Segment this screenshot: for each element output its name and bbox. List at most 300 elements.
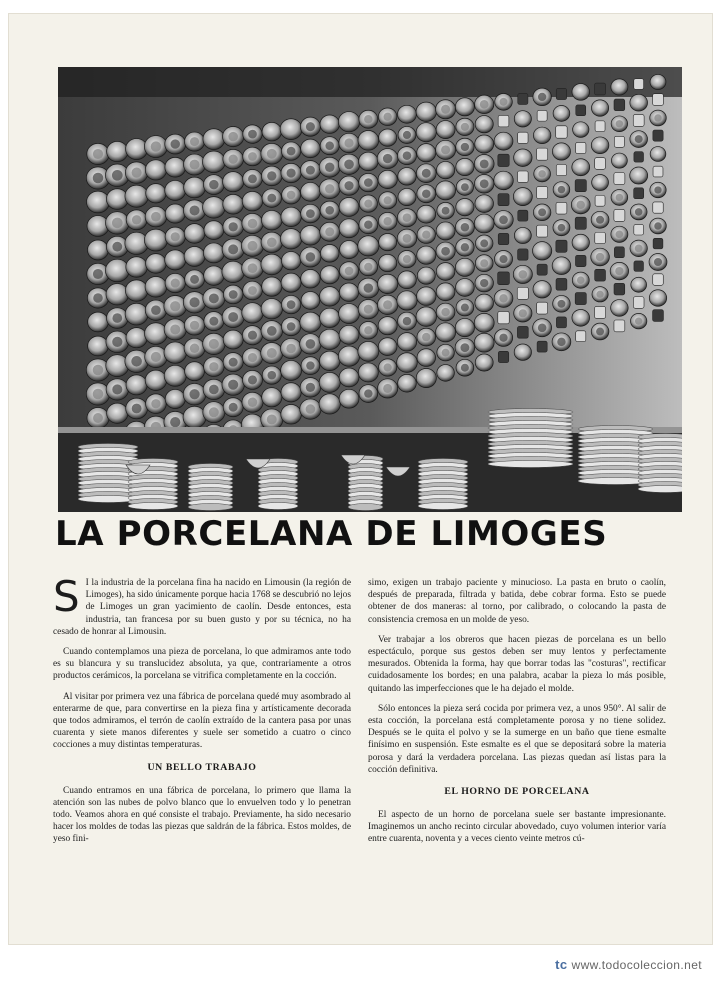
plate-mark — [281, 207, 301, 226]
plate-mark — [436, 161, 454, 178]
plate-mark — [572, 159, 590, 176]
plate-mark — [320, 244, 339, 262]
plate-mark — [319, 329, 340, 349]
cup-mark — [595, 306, 606, 318]
plate-decoration — [654, 258, 662, 266]
cup-mark — [575, 179, 586, 191]
cup-mark — [537, 264, 547, 275]
plate-mark — [281, 360, 302, 380]
plate-mark — [320, 115, 339, 133]
plate-mark — [377, 274, 397, 293]
plate-decoration — [248, 130, 257, 139]
plate-mark — [494, 171, 514, 190]
plate-decoration — [112, 170, 123, 181]
cup-mark — [556, 88, 566, 99]
plate-decoration — [383, 384, 392, 393]
cup-mark — [517, 287, 528, 299]
plate-decoration — [112, 384, 122, 394]
plate-decoration — [287, 147, 296, 156]
plate-decoration — [364, 200, 372, 208]
plate-decoration — [112, 313, 122, 323]
plate-mark — [630, 167, 648, 184]
plate-mark — [301, 292, 320, 310]
plate-mark — [320, 308, 340, 327]
plate-decoration — [209, 180, 218, 189]
plate-decoration — [93, 365, 104, 376]
cup-mark — [518, 93, 528, 104]
plate-mark — [416, 123, 436, 142]
plate-mark — [572, 309, 590, 326]
plate-decoration — [538, 93, 546, 101]
plate-decoration — [596, 291, 603, 298]
plate-decoration — [384, 363, 392, 371]
plate-mark — [378, 317, 397, 335]
plate-mark — [398, 168, 417, 186]
plate-decoration — [325, 141, 334, 150]
plate-decoration — [248, 331, 257, 340]
plate-decoration — [151, 305, 161, 315]
plate-mark — [573, 122, 589, 138]
plate-decoration — [306, 383, 315, 392]
plate-mark — [242, 303, 263, 323]
plate-decoration — [267, 194, 276, 203]
plate-decoration — [325, 184, 334, 193]
plate-mark — [513, 188, 532, 206]
plate-mark — [300, 182, 320, 201]
plate-mark — [359, 152, 379, 171]
plate-decoration — [267, 149, 277, 159]
plate-decoration — [132, 168, 142, 178]
plate-mark — [301, 139, 321, 158]
plate-decoration — [558, 186, 566, 194]
plate-decoration — [383, 154, 392, 163]
cup-mark — [518, 171, 529, 182]
plate-mark — [146, 254, 167, 274]
plate-mark — [398, 188, 416, 205]
plate-decoration — [364, 305, 373, 314]
plate-decoration — [190, 321, 199, 330]
right-column — [368, 577, 666, 854]
plate-mark — [474, 214, 494, 233]
plate-stack-mark — [488, 461, 573, 468]
plate-mark — [184, 246, 205, 266]
plate-decoration — [383, 300, 392, 309]
cup-mark — [576, 331, 586, 342]
plate-mark — [456, 279, 475, 297]
plate-decoration — [287, 191, 296, 200]
plate-mark — [514, 227, 531, 243]
plate-mark — [145, 160, 166, 180]
plate-decoration — [151, 212, 161, 222]
plate-decoration — [132, 215, 141, 224]
plate-mark — [145, 277, 167, 298]
plate-decoration — [461, 223, 470, 232]
plate-mark — [358, 236, 379, 256]
plate-mark — [611, 153, 627, 168]
plate-decoration — [170, 301, 180, 311]
cup-mark — [556, 317, 566, 328]
plate-mark — [339, 304, 360, 324]
cup-mark — [634, 261, 644, 271]
plate-decoration — [480, 279, 488, 287]
plate-decoration — [441, 308, 449, 316]
plate-mark — [572, 234, 589, 251]
watermark-url[interactable]: www.todocoleccion.net — [571, 957, 702, 972]
plate-decoration — [442, 349, 450, 357]
plate-mark — [475, 354, 493, 371]
plate-decoration — [151, 399, 160, 408]
plate-mark — [339, 368, 359, 387]
plate-mark — [281, 273, 301, 292]
plate-decoration — [596, 253, 604, 261]
plate-mark — [87, 191, 110, 213]
plate-decoration — [189, 389, 199, 399]
left-paragraph-3: Al visitar por primera vez una fábrica de porcelana quedé muy asombrado al enterarme de que, para convertirse en la pieza fina y artísticamente decorada que todos admiramos, el terrón de caolín extraído de la cantera pasa por unas cuarenta y siete manos diferentes y suele ser sometido a cuatro o cinco cocciones a muy distintas temperaturas. — [53, 691, 351, 751]
plate-decoration — [306, 166, 315, 175]
plate-decoration — [209, 407, 219, 417]
plate-mark — [261, 299, 282, 319]
plate-mark — [204, 266, 224, 285]
plate-decoration — [248, 375, 257, 384]
plate-mark — [125, 303, 148, 325]
cup-mark — [576, 142, 586, 153]
plate-decoration — [364, 326, 372, 334]
plate-decoration — [461, 243, 469, 251]
plate-decoration — [306, 122, 315, 131]
drop-cap: S — [53, 572, 80, 621]
plate-mark — [164, 342, 187, 363]
plate-decoration — [403, 213, 412, 222]
plate-mark — [339, 389, 359, 408]
plate-decoration — [403, 234, 412, 243]
plate-mark — [533, 281, 551, 298]
plate-mark — [475, 294, 494, 312]
right-paragraph-3: Sólo entonces la pieza será cocida por primera vez, a unos 950°. Al salir de esta cocción, la porcelana está completamente porosa y no tiene solidez. Después se le quita el polvo y se la sumerge en un baño que tiene esmalte finísimo en suspensión. Este esmalte es el que se depositará sobre la materia porosa y dará la verdadera porcelana. Las piezas quedan así listas para la cocción definitiva. — [368, 703, 666, 775]
plate-mark — [223, 172, 244, 192]
cup-mark — [634, 152, 644, 162]
plate-mark — [300, 225, 321, 245]
plate-mark — [378, 338, 397, 356]
plate-mark — [184, 224, 205, 244]
plate-decoration — [499, 255, 507, 263]
plate-decoration — [403, 151, 412, 160]
plate-mark — [631, 277, 647, 292]
cup-mark — [595, 269, 606, 281]
plate-decoration — [171, 139, 180, 148]
plate-decoration — [190, 137, 199, 146]
plate-mark — [339, 283, 358, 301]
plate-decoration — [616, 230, 624, 238]
plate-decoration — [616, 120, 623, 127]
plate-mark — [87, 240, 108, 260]
plate-decoration — [654, 186, 661, 193]
plate-mark — [611, 79, 628, 95]
plate-decoration — [112, 337, 122, 347]
cup-mark — [498, 311, 509, 323]
plate-mark — [165, 157, 186, 177]
cup-mark — [614, 247, 624, 258]
plate-decoration — [248, 353, 257, 362]
plate-decoration — [596, 216, 604, 224]
cup-mark — [537, 225, 548, 237]
photo-illustration — [58, 67, 682, 512]
plate-decoration — [248, 219, 258, 229]
plate-mark — [475, 195, 494, 213]
cup-mark — [517, 326, 528, 338]
cup-mark — [634, 188, 644, 199]
plate-mark — [126, 328, 147, 348]
plate-decoration — [325, 163, 334, 172]
plate-decoration — [151, 352, 161, 362]
plate-decoration — [248, 398, 257, 407]
plate-decoration — [403, 255, 411, 263]
plate-decoration — [635, 244, 643, 252]
plate-decoration — [228, 132, 238, 142]
plate-decoration — [480, 259, 488, 267]
cup-mark — [537, 187, 548, 199]
plate-mark — [417, 349, 436, 367]
plate-decoration — [461, 183, 469, 191]
watermark[interactable] — [555, 957, 702, 972]
plate-mark — [649, 290, 666, 307]
plate-mark — [88, 312, 109, 332]
plate-mark — [630, 94, 648, 111]
plate-mark — [514, 149, 532, 167]
plate-decoration — [364, 389, 372, 397]
cup-mark — [595, 232, 606, 243]
cup-mark — [498, 194, 509, 206]
cup-mark — [537, 341, 547, 352]
plate-mark — [417, 287, 437, 306]
plate-decoration — [93, 389, 104, 400]
plate-mark — [650, 147, 666, 162]
plate-mark — [358, 363, 378, 382]
cup-mark — [575, 293, 586, 305]
right-paragraph-2: Ver trabajar a los obreros que hacen piezas de porcelana es un bello espectáculo, porque sus gestos deben ser muy lentos y perfectamente mesurados. Obtenida la forma, hay que borrar todas las "costuras", rectificar cuidadosamente los bordes; en una palabra, acabar la pieza lo más posible, quitando las imperfecciones que le ha dejado el molde. — [368, 634, 666, 694]
plate-decoration — [189, 297, 199, 307]
plate-mark — [379, 254, 397, 271]
plate-mark — [379, 129, 397, 146]
plate-decoration — [131, 356, 142, 367]
plate-mark — [552, 143, 570, 160]
plate-mark — [398, 271, 417, 289]
plate-decoration — [383, 217, 391, 225]
plate-decoration — [267, 371, 276, 380]
plate-decoration — [93, 269, 103, 279]
cup-mark — [595, 195, 605, 206]
plate-decoration — [635, 135, 643, 143]
plate-decoration — [132, 404, 142, 414]
plate-mark — [165, 250, 186, 270]
plate-decoration — [112, 242, 122, 252]
plate-mark — [397, 291, 417, 310]
plate-decoration — [635, 317, 642, 324]
plate-decoration — [306, 209, 315, 218]
plate-mark — [358, 341, 379, 361]
plate-mark — [106, 284, 129, 305]
plate-decoration — [325, 206, 334, 215]
plate-decoration — [364, 178, 373, 187]
plate-mark — [146, 184, 166, 203]
plate-decoration — [441, 145, 450, 154]
plate-decoration — [93, 149, 103, 159]
plate-mark — [280, 229, 301, 249]
plate-mark — [339, 219, 359, 238]
plate-mark — [514, 111, 531, 127]
plate-mark — [494, 132, 513, 150]
plate-decoration — [306, 339, 316, 349]
plate-decoration — [248, 263, 258, 273]
plate-mark — [145, 323, 168, 345]
plate-decoration — [499, 215, 508, 224]
plate-mark — [203, 129, 225, 150]
plate-decoration — [441, 105, 450, 114]
plate-mark — [417, 267, 435, 284]
plate-decoration — [654, 222, 661, 229]
subhead-bello-trabajo: UN BELLO TRABAJO — [147, 761, 257, 773]
plate-decoration — [248, 286, 257, 295]
plate-decoration — [499, 294, 507, 302]
plate-decoration — [190, 344, 199, 353]
plate-mark — [319, 287, 340, 306]
plate-mark — [650, 74, 666, 89]
plate-mark — [456, 158, 474, 175]
plate-mark — [553, 106, 570, 122]
plate-mark — [437, 365, 455, 382]
plate-decoration — [364, 263, 372, 271]
plate-decoration — [151, 141, 161, 151]
cup-mark — [653, 310, 664, 322]
plate-stack-mark — [258, 503, 298, 510]
plate-decoration — [616, 194, 624, 202]
plate-mark — [397, 333, 416, 351]
plate-decoration — [422, 189, 431, 198]
article-headline: LA PORCELANA DE LIMOGES — [55, 514, 608, 554]
plate-decoration — [422, 333, 430, 341]
left-paragraph-1 — [53, 572, 351, 638]
cup-mark — [633, 115, 644, 127]
plate-decoration — [228, 380, 238, 390]
plate-decoration — [267, 326, 277, 336]
plate-mark — [436, 323, 456, 342]
cup-mark — [556, 202, 567, 214]
plate-mark — [105, 259, 129, 282]
plate-mark — [281, 404, 302, 424]
cup-mark — [575, 217, 586, 229]
plate-decoration — [229, 222, 238, 231]
plate-mark — [358, 130, 379, 150]
plate-decoration — [480, 239, 488, 247]
plate-decoration — [170, 324, 180, 334]
subhead-horno: EL HORNO DE PORCELANA — [444, 786, 590, 798]
plate-decoration — [499, 334, 507, 342]
plate-decoration — [364, 221, 373, 230]
plate-stack-mark — [418, 503, 468, 510]
plate-decoration — [267, 238, 277, 248]
cup-mark — [614, 173, 625, 185]
plate-mark — [416, 368, 436, 387]
plate-decoration — [306, 252, 315, 261]
plate-decoration — [267, 414, 277, 424]
right-paragraph-4: El aspecto de un horno de porcelana suele ser bastante impresionante. Imaginemos un ancho recinto circular abovedado, cuyo volumen interior varía entre cuarenta, noventa y a veces ciento veinte metros cú- — [368, 810, 666, 845]
plate-decoration — [247, 241, 257, 251]
plate-mark — [125, 185, 148, 207]
plate-decoration — [442, 207, 450, 215]
plate-decoration — [209, 362, 218, 371]
left-column — [53, 572, 351, 854]
plate-decoration — [654, 114, 661, 121]
plate-mark — [165, 204, 185, 223]
cup-mark — [653, 274, 664, 285]
plate-decoration — [190, 205, 200, 215]
plate-mark — [88, 336, 109, 356]
plate-mark — [280, 119, 302, 140]
cup-mark — [518, 132, 528, 143]
plate-decoration — [480, 179, 489, 188]
left-paragraph-2: Cuando contemplamos una pieza de porcelana, lo que admiramos ante todo es su blancura y su translucidez absoluta, ya que, contrariamente a otros productos cerámicos, la porcelana se vitrifica completamente en la cocción. — [53, 647, 351, 682]
plate-mark — [319, 394, 340, 414]
plate-decoration — [287, 322, 296, 331]
plate-mark — [436, 222, 455, 240]
plate-decoration — [228, 312, 238, 322]
plate-mark — [591, 137, 609, 154]
plate-mark — [145, 370, 166, 390]
plate-mark — [455, 318, 474, 336]
plate-decoration — [209, 339, 219, 349]
plate-mark — [106, 189, 128, 210]
plate-decoration — [112, 218, 123, 229]
plate-mark — [262, 122, 282, 141]
cup-mark — [498, 154, 509, 166]
cup-mark — [556, 165, 566, 176]
plate-mark — [281, 383, 301, 402]
plate-decoration — [422, 169, 431, 178]
plate-decoration — [460, 343, 469, 352]
cup-mark — [498, 272, 510, 285]
plate-decoration — [557, 300, 565, 308]
plate-mark — [338, 346, 359, 366]
plate-mark — [436, 283, 455, 301]
cup-mark — [518, 249, 528, 260]
plate-decoration — [171, 279, 180, 288]
plate-mark — [339, 198, 359, 217]
plate-mark — [320, 266, 339, 284]
plate-mark — [436, 121, 455, 139]
plate-decoration — [229, 155, 238, 164]
plate-mark — [436, 263, 455, 281]
plate-mark — [204, 221, 224, 240]
plate-mark — [222, 261, 245, 282]
plate-mark — [514, 344, 531, 360]
plate-mark — [417, 246, 436, 264]
cup-mark — [498, 351, 508, 362]
plate-decoration — [190, 275, 199, 284]
plate-decoration — [461, 123, 469, 131]
plate-stack-mark — [128, 503, 178, 510]
plate-mark — [552, 257, 571, 275]
plate-decoration — [615, 267, 623, 275]
plate-decoration — [557, 338, 565, 346]
plate-decoration — [383, 113, 391, 121]
plate-decoration — [248, 174, 257, 183]
porcelain-wall-photo — [58, 67, 682, 512]
cup-mark — [653, 238, 663, 249]
cup-mark — [498, 115, 509, 127]
plate-mark — [338, 112, 359, 132]
plate-mark — [125, 280, 148, 301]
plate-mark — [262, 388, 282, 407]
cup-mark — [653, 166, 663, 177]
